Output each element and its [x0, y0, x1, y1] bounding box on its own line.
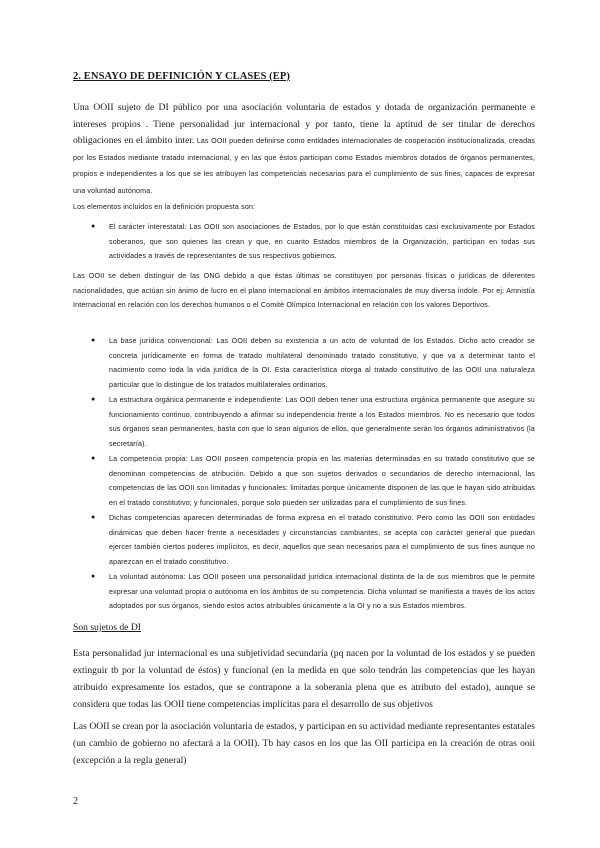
- definition-continuation: Las OOII pueden definirse como entidades internacionales de cooperación institucionalizada, creadas por los Estados mediante tratado internacional, y en las que éstos participan como Estados miembros dotados de órganos permanentes, propios e independientes a los que se les atribuyen las competencias necesarias para el cumplimiento de sus fines, capaces de expresar una voluntad autónoma.: [73, 137, 535, 195]
- list-item: [73, 570, 535, 614]
- ong-paragraph: Las OOII se deben distinguir de las ONG debido a que éstas últimas se constituyen por personas físicas o jurídicas de diferentes nacionalidades, que actúan sin ánimo de lucro en el plano internacional en ámbitos internacionales de muy diversa índole. Por ej: Amnistía Internacional en relación con los derechos humanos o el Comité Olímpico Internacional en relación con los valores Deportivos.: [73, 272, 535, 309]
- list-item-text: La base jurídica convencional: Las OOII deben su existencia a un acto de voluntad de los Estados. Dicho acto creador se concreta jurídicamente en forma de tratado multilateral denominado tratado constitutivo, y que va a determinar tanto el nacimiento como toda la vida jurídica de la OI. Esta característica otorga al tratado constitutivo de las OOII una naturaleza particular que lo distingue de los tratados multilaterales ordinarios.: [109, 337, 535, 389]
- list-item-text: La competencia propia: Las OOII poseen competencia propia en las materias determinadas en su tratado constitutivo que se denominan competencias de atribución. Debido a que son sujetos derivados o secundarios de derecho internacional, las competencias de las OOII son limitadas y funcionales: limitadas porque únicamente disponen de las que le hayan sido atribuidas en el tratado constitutivo; y funcionales, porque solo pueden ser utilizadas para el cumplimiento de sus fines.: [109, 455, 535, 507]
- subsection-heading: Son sujetos de DI: [73, 622, 141, 633]
- list-item: [73, 220, 535, 264]
- elements-list-2: [73, 334, 535, 615]
- elements-list-1: [73, 220, 535, 264]
- creation-paragraph: Las OOII se crean por la asociación voluntaria de estados, y participan en su actividad mediante representantes estatales (un cambio de gobierno no afectará a la OOII). Tb hay casos en los que las OII participa en la creación de otras ooii (excepción a la regla general): [73, 721, 535, 766]
- bullet-icon: ●: [91, 396, 96, 403]
- personality-paragraph: Esta personalidad jur internacional es una subjetividad secundaria (pq nacen por la voluntad de los estados y se pueden extinguir tb por la voluntad de éstos) y funcional (en la medida en que solo tendrán las competencias que les hayan atribuido expresamente los estados, que se contrapone a la soberanía plena que es atributo del estado), aunque se considera que todas las OOII tiene competencias implícitas para el desarrollo de sus objetivos: [73, 648, 535, 710]
- list-item: [73, 452, 535, 510]
- list-item-text: Dichas competencias aparecen determinadas de forma expresa en el tratado constitutivo. Pero como las OOII son entidades dinámicas que deben hacer frente a necesidades y circunstancias cambiantes, se acepta con carácter general que puedan ejercer también ciertos poderes implícitos, es decir, aquellos que sean necesarios para el cumplimiento de sus fines aunque no aparezcan en el tratado constitutivo.: [109, 514, 535, 566]
- list-item: [73, 334, 535, 392]
- elements-intro: Los elementos incluidos en la definición propuesta son:: [73, 203, 256, 211]
- bullet-icon: ●: [91, 337, 96, 344]
- bullet-icon: ●: [91, 514, 96, 521]
- definition-text: Una OOII sujeto de DI público por una asociación voluntaria de estados y dotada de organización permanente e intereses propios . Tiene personalidad jur internacional y por tanto, tiene la aptitud de ser titular de derechos obligaciones en el ámbito inter.: [73, 102, 535, 146]
- list-item-text: La voluntad autónoma: Las OOII poseen una personalidad jurídica internacional distinta de la de sus miembros que le permite expresar una voluntad propia o autónoma en los ámbitos de su competencia. Dicha voluntad se manifiesta a través de los actos adoptados por sus órganos, siendo estos actos atribuibles únicamente a la OI y no a sus Estados miembros.: [109, 573, 535, 610]
- list-item-text: El carácter interestatal: Las OOII son asociaciones de Estados, por lo que están constituidas casi exclusivamente por Estados soberanos, que son quienes las crean y que, en cuanto Estados miembros de la Organización, participan en todas sus actividades a través de representantes de sus respectivos gobiernos.: [109, 223, 535, 260]
- list-item: [73, 511, 535, 569]
- bullet-icon: ●: [91, 573, 96, 580]
- bullet-icon: ●: [91, 223, 96, 230]
- definition-paragraph: [73, 100, 535, 199]
- bullet-icon: ●: [91, 455, 96, 462]
- list-item: [73, 393, 535, 451]
- list-item-text: La estructura orgánica permanente e independiente: Las OOII deben tener una estructura orgánica permanente que asegure su funcionamiento continuo, contribuyendo a afirmar su independencia frente a los Estados miembros. No es necesario que todos sus órganos sean permanentes, basta con que lo sean algunos de ellos, que generalmente serán los órganos administrativos (la secretaría).: [109, 396, 535, 448]
- page-number: 2: [73, 796, 78, 807]
- section-heading: 2. ENSAYO DE DEFINICIÓN Y CLASES (EP): [73, 71, 290, 82]
